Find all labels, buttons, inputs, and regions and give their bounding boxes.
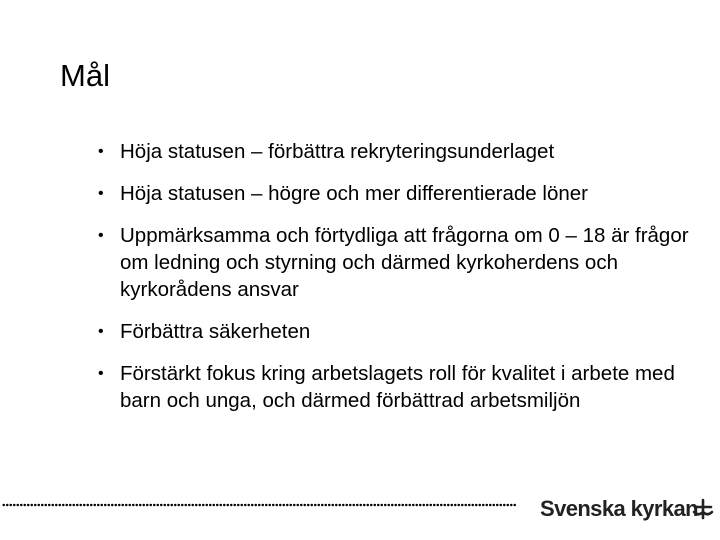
bullet-list <box>98 138 708 429</box>
bullet-item <box>98 138 708 165</box>
bullet-text: Höja statusen – förbättra rekryteringsunderlaget <box>120 140 555 163</box>
bullet-text: Uppmärksamma och förtydliga att frågorna om 0 – 18 är frågor om ledning och styrning och därmed kyrkoherdens och kyrkorådens ansvar <box>120 224 689 301</box>
svenska-kyrkan-logo <box>540 494 718 524</box>
bullet-marker: • <box>98 185 104 202</box>
bullet-item <box>98 318 708 345</box>
bullet-item <box>98 360 708 414</box>
bullet-text: Höja statusen – högre och mer differentierade löner <box>120 182 588 205</box>
bullet-marker: • <box>98 323 104 340</box>
bullet-text: Förbättra säkerheten <box>120 320 311 343</box>
logo-wordmark: Svenska kyrkan <box>540 496 698 521</box>
church-cross-icon <box>690 496 716 522</box>
footer-dotted-line <box>2 503 517 507</box>
bullet-marker: • <box>98 227 104 244</box>
slide-title: Mål <box>60 58 110 93</box>
bullet-text: Förstärkt fokus kring arbetslagets roll för kvalitet i arbete med barn och unga, och därmed förbättrad arbetsmiljön <box>120 362 675 412</box>
bullet-item <box>98 222 708 303</box>
bullet-marker: • <box>98 365 104 382</box>
bullet-item <box>98 180 708 207</box>
bullet-marker: • <box>98 143 104 160</box>
